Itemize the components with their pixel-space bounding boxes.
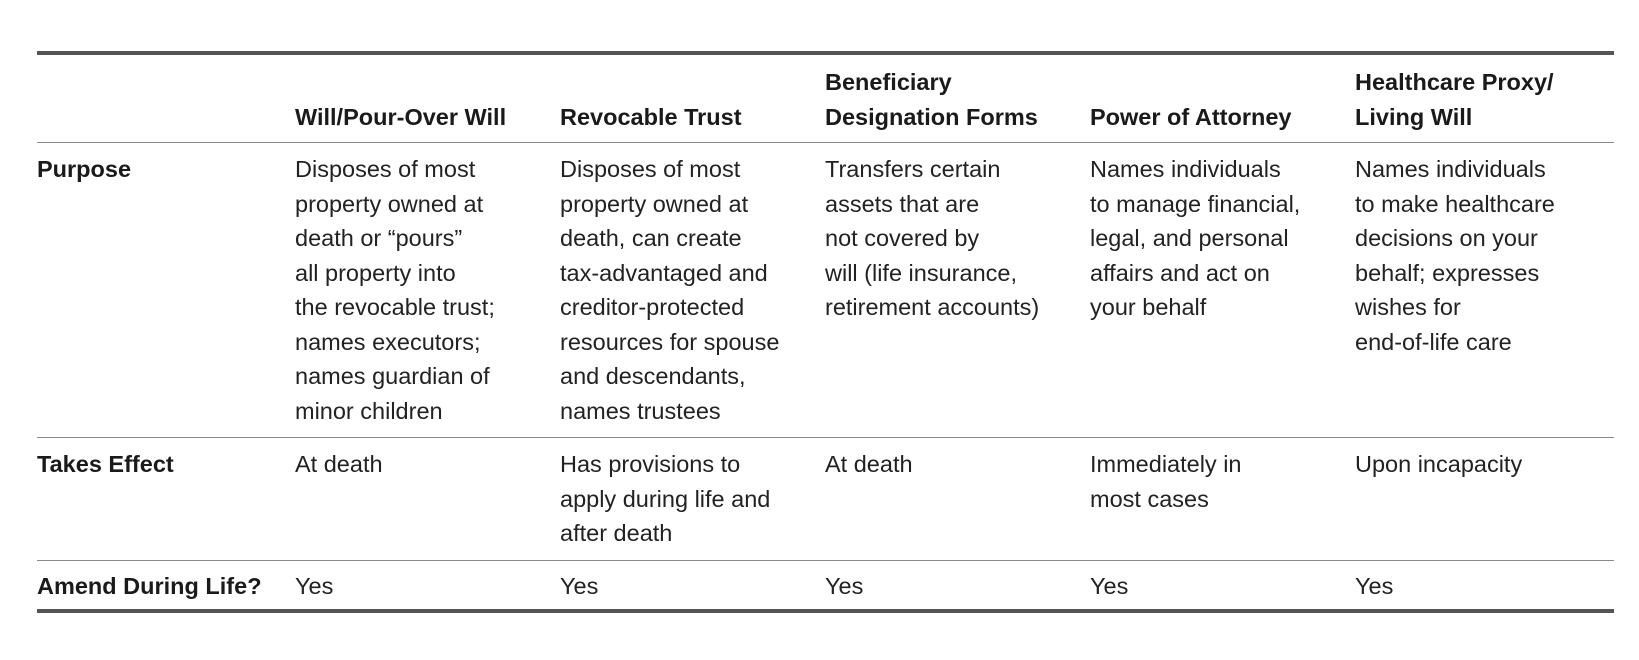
table-cell: Disposes of most property owned at death or “pours” all property into the revocable trust; names executors; names guardian of minor children <box>295 143 560 438</box>
table-cell: Yes <box>1090 572 1129 599</box>
table-cell: Upon incapacity <box>1355 438 1614 561</box>
row-label: Takes Effect <box>37 438 295 561</box>
header-power-of-attorney: Power of Attorney <box>1090 53 1355 143</box>
table-cell: At death <box>825 438 1090 561</box>
table-cell: Transfers certain assets that are not covered by will (life insurance, retirement accounts) <box>825 143 1090 438</box>
table-header <box>37 53 1614 143</box>
table-body <box>37 143 1614 612</box>
table-cell: Disposes of most property owned at death, can create tax-advantaged and creditor-protected resources for spouse and descendants, names trustees <box>560 143 825 438</box>
table-row-amend-during-life <box>37 560 1614 611</box>
table-cell: Yes <box>295 572 334 599</box>
header-corner <box>37 53 295 143</box>
header-healthcare-proxy: Healthcare Proxy/ Living Will <box>1355 53 1614 143</box>
row-label: Amend During Life? <box>37 572 262 599</box>
table-cell: Has provisions to apply during life and after death <box>560 438 825 561</box>
row-label: Purpose <box>37 143 295 438</box>
table-cell: Immediately in most cases <box>1090 438 1355 561</box>
header-will: Will/Pour-Over Will <box>295 53 560 143</box>
table-row-takes-effect <box>37 438 1614 561</box>
header-row <box>37 53 1614 143</box>
estate-documents-table <box>37 51 1614 613</box>
table-cell: Names individuals to make healthcare decisions on your behalf; expresses wishes for end-of-life care <box>1355 143 1614 438</box>
table-row-purpose <box>37 143 1614 438</box>
header-beneficiary-forms: Beneficiary Designation Forms <box>825 53 1090 143</box>
estate-documents-table-wrap <box>37 51 1614 613</box>
header-revocable-trust: Revocable Trust <box>560 53 825 143</box>
table-cell: Yes <box>1355 572 1394 599</box>
table-cell: Names individuals to manage financial, legal, and personal affairs and act on your behalf <box>1090 143 1355 438</box>
table-cell: Yes <box>825 572 864 599</box>
table-cell: At death <box>295 438 560 561</box>
table-cell: Yes <box>560 572 599 599</box>
